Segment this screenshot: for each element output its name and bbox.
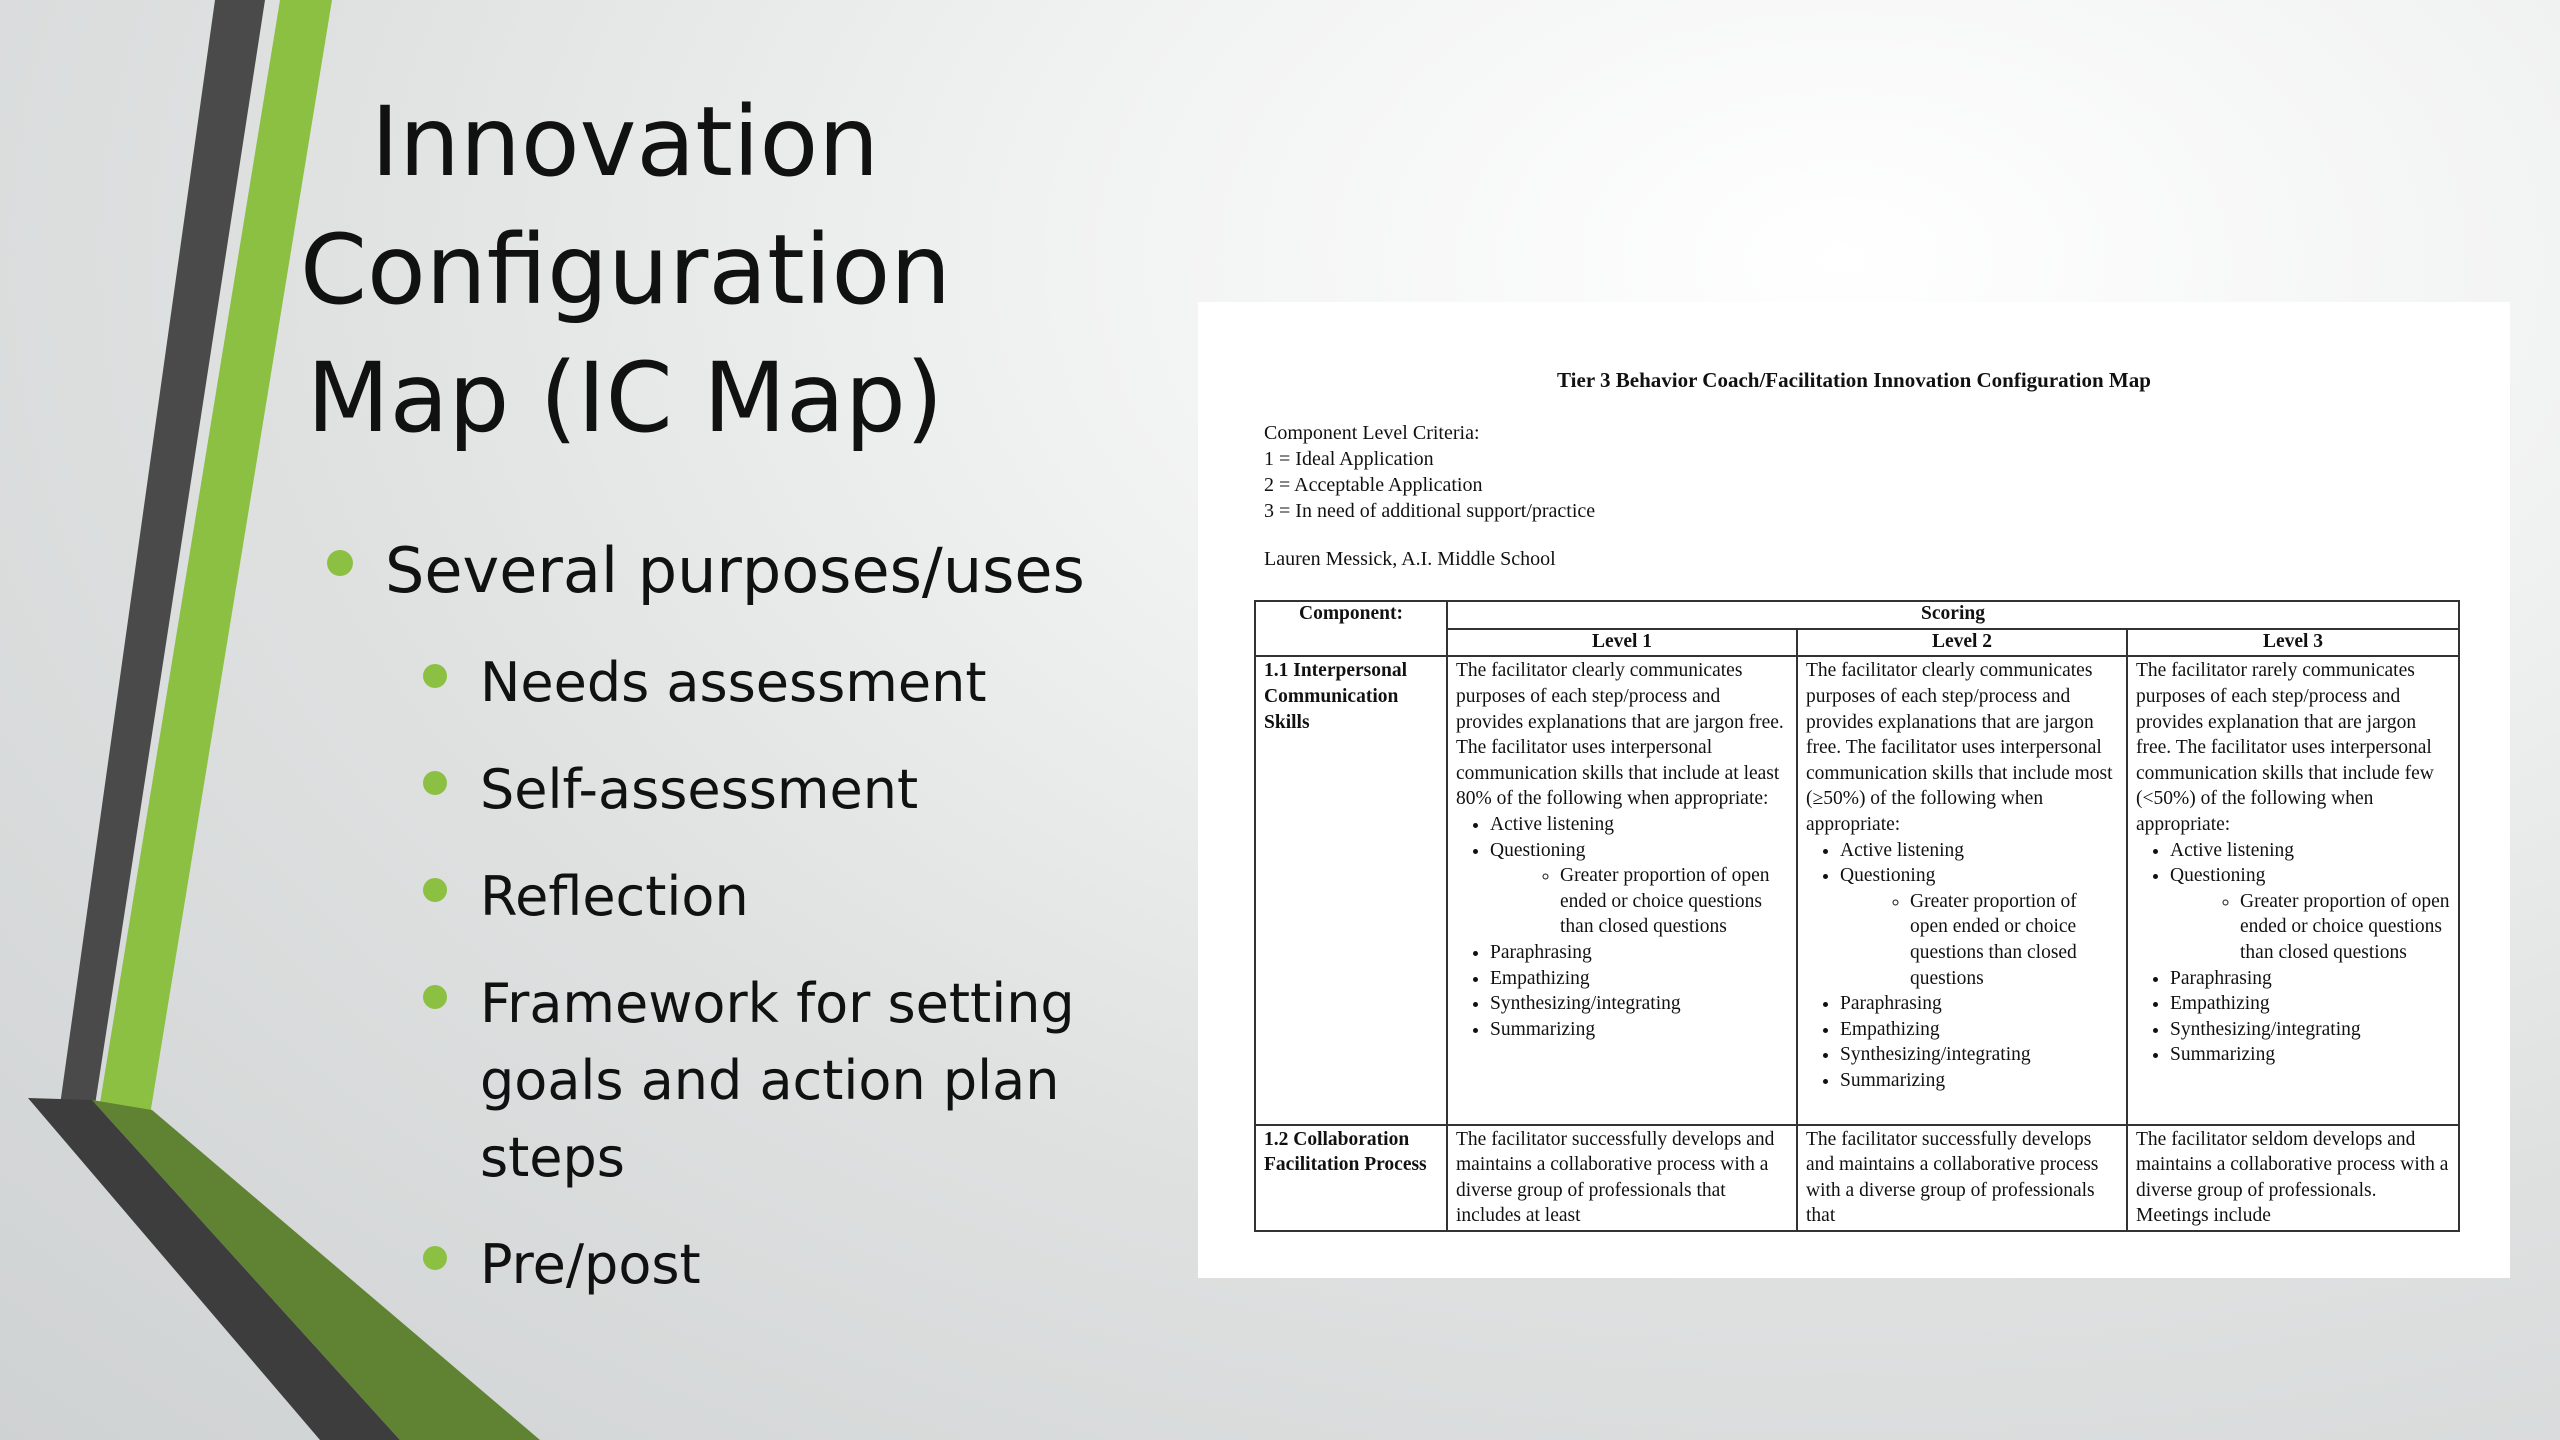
level-3-cell — [2127, 656, 2459, 1124]
list-item: ◦ Greater proportion of open ended or choice questions than closed questions — [2240, 889, 2450, 966]
list-item: ◦ Greater proportion of open ended or choice questions than closed questions — [1910, 889, 2118, 991]
criteria-level-2: 2 = Acceptable Application — [1264, 474, 1483, 496]
scoring-header: Scoring — [1447, 601, 2459, 629]
list-item: • Empathizing — [2170, 991, 2450, 1017]
list-item: • Active listening — [1840, 838, 2118, 864]
document-author: Lauren Messick, A.I. Middle School — [1264, 548, 1556, 570]
slide-title — [300, 78, 950, 462]
document-title: Tier 3 Behavior Coach/Facilitation Innovation Configuration Map — [1557, 368, 2151, 392]
skills-list — [2136, 838, 2450, 1068]
list-item: • Summarizing — [1840, 1068, 2118, 1094]
ic-map-table — [1254, 600, 2460, 1232]
list-item: ◦ Greater proportion of open ended or choice questions than closed questions — [1560, 863, 1788, 940]
title-line-2: Configuration — [300, 214, 952, 326]
sub-bullet-reflection: Reflection — [325, 858, 1105, 935]
level-1-header: Level 1 — [1447, 629, 1797, 657]
level-1-cell: The facilitator successfully develops and maintains a collaborative process with a diverse group of professionals that includes at least — [1447, 1125, 1797, 1231]
list-item: • Summarizing — [1490, 1017, 1788, 1043]
list-item: • Synthesizing/integrating — [1840, 1042, 2118, 1068]
level-3-cell: The facilitator seldom develops and maintains a collaborative process with a diverse group of professionals. Meetings include — [2127, 1125, 2459, 1231]
level-2-cell — [1797, 656, 2127, 1124]
list-item: • Questioning ◦ Greater proportion of open ended or choice questions than closed questions — [1490, 838, 1788, 940]
title-line-3: Map (IC Map) — [306, 342, 944, 454]
list-item: • Paraphrasing — [1840, 991, 2118, 1017]
bullet-list — [325, 528, 1105, 1303]
list-item: • Synthesizing/integrating — [2170, 1017, 2450, 1043]
criteria-heading: Component Level Criteria: — [1264, 422, 1480, 444]
table-header-row — [1255, 601, 2459, 629]
list-item: • Questioning ◦ Greater proportion of open ended or choice questions than closed questions — [2170, 863, 2450, 965]
cell-text: The facilitator rarely communicates purposes of each step/process and provides explanation that are jargon free. The facilitator uses interpersonal communication skills that include few (<50%) of the following when appropriate: — [2136, 660, 2434, 835]
list-item: • Summarizing — [2170, 1042, 2450, 1068]
level-3-header: Level 3 — [2127, 629, 2459, 657]
list-item: • Questioning ◦ Greater proportion of open ended or choice questions than closed questions — [1840, 863, 2118, 991]
criteria-level-1: 1 = Ideal Application — [1264, 448, 1434, 470]
criteria-level-3: 3 = In need of additional support/practice — [1264, 500, 1596, 522]
list-item: • Empathizing — [1490, 966, 1788, 992]
table-row — [1255, 656, 2459, 1124]
list-item: • Paraphrasing — [1490, 940, 1788, 966]
sub-bullet-pre-post: Pre/post — [325, 1226, 1105, 1303]
level-1-cell — [1447, 656, 1797, 1124]
cell-text: The facilitator clearly communicates purposes of each step/process and provides explanations that are jargon free. The facilitator uses interpersonal communication skills that include at least 80% of the following when appropriate: — [1456, 660, 1784, 810]
component-cell: 1.1 Interpersonal Communication Skills — [1255, 656, 1447, 1124]
bullet-purposes: Several purposes/uses — [325, 528, 1105, 614]
level-2-header: Level 2 — [1797, 629, 2127, 657]
list-item: • Active listening — [1490, 812, 1788, 838]
ic-map-document-image — [1198, 302, 2510, 1278]
skills-list — [1806, 838, 2118, 1094]
sub-bullet-framework: Framework for setting goals and action plan steps — [325, 965, 1105, 1196]
sub-bullet-needs-assessment: Needs assessment — [325, 644, 1105, 721]
list-item: • Paraphrasing — [2170, 966, 2450, 992]
list-item: • Empathizing — [1840, 1017, 2118, 1043]
title-line-1: Innovation — [370, 86, 880, 198]
level-2-cell: The facilitator successfully develops and maintains a collaborative process with a diverse group of professionals that — [1797, 1125, 2127, 1231]
list-item: • Synthesizing/integrating — [1490, 991, 1788, 1017]
component-cell: 1.2 Collaboration Facilitation Process — [1255, 1125, 1447, 1231]
table-row — [1255, 1125, 2459, 1231]
list-item: • Active listening — [2170, 838, 2450, 864]
criteria-block — [1264, 420, 1595, 524]
component-header: Component: — [1255, 601, 1447, 656]
sub-bullet-self-assessment: Self-assessment — [325, 751, 1105, 828]
cell-text: The facilitator clearly communicates purposes of each step/process and provides explanations that are jargon free. The facilitator uses interpersonal communication skills that include most (≥50%) of the following when appropriate: — [1806, 660, 2113, 835]
skills-list — [1456, 812, 1788, 1042]
